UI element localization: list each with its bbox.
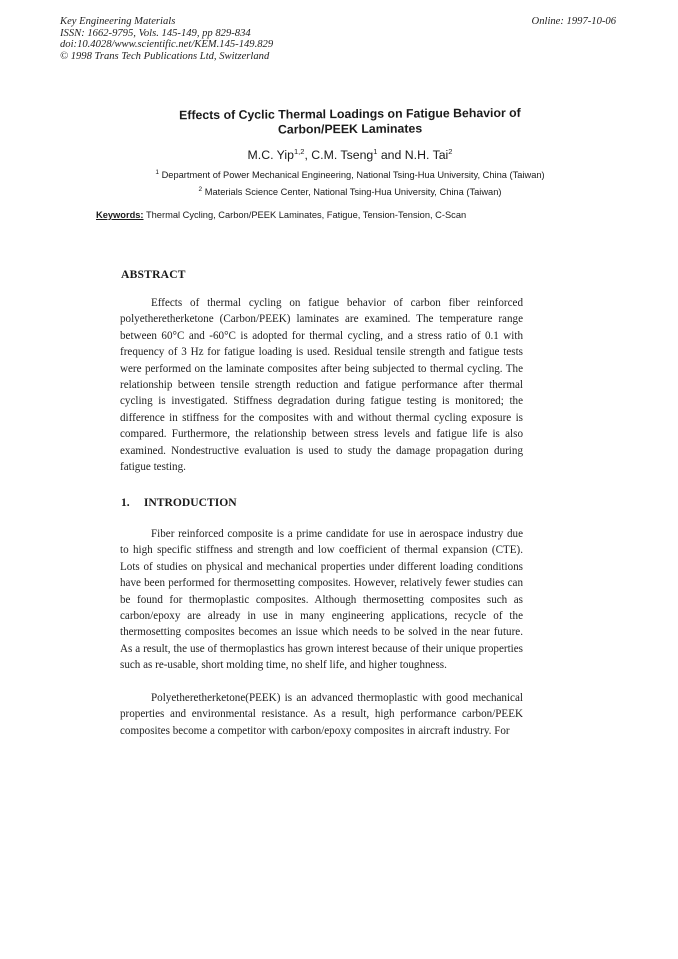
- author-separator: ,: [304, 148, 312, 163]
- abstract-heading: ABSTRACT: [121, 268, 186, 281]
- intro-paragraph-1: Fiber reinforced composite is a prime candidate for use in aerospace industry due to high specific stiffness and strength and low coefficient of thermal expansion (CTE). Lots of studies on physical and mechanical properties under different loading conditions have been performed for thermosetting composites. However, relatively fewer studies can be found for thermoplastic composites. Although thermosetting composites such as carbon/epoxy are already in use in many engineering applications, recycle of the thermosetting composites becomes an issue which needs to be solved in the near future. As a result, the use of thermoplastics has grown interest because of their unique properties such as re-usable, short molding time, no shelf life, and higher toughness.: [120, 528, 523, 672]
- doi-link[interactable]: doi:10.4028/www.scientific.net/KEM.145-149.829: [60, 39, 274, 51]
- author-list: [120, 147, 580, 162]
- issn-line: ISSN: 1662-9795, Vols. 145-149, pp 829-834: [60, 27, 251, 39]
- keywords-label: Keywords:: [96, 210, 144, 220]
- affiliation-sup: 1: [155, 169, 159, 176]
- affiliation-2: [60, 186, 640, 197]
- copyright-line: © 1998 Trans Tech Publications Ltd, Switzerland: [60, 50, 270, 62]
- keywords: [96, 210, 466, 220]
- affiliation-1: [60, 169, 640, 180]
- author-separator: and: [377, 148, 405, 163]
- title-line-1: Effects of Cyclic Thermal Loadings on Fatigue Behavior of: [179, 105, 521, 123]
- intro-paragraph-2: Polyetheretherketone(PEEK) is an advanced thermoplastic with good mechanical properties and environmental resistance. As a result, high performance carbon/PEEK composites become a competitor with carbon/epoxy composites in aircraft industry. For: [120, 692, 523, 737]
- author-affil-sup: 1: [373, 147, 378, 156]
- online-date: Online: 1997-10-06: [531, 16, 616, 27]
- keywords-text: Thermal Cycling, Carbon/PEEK Laminates, Fatigue, Tension-Tension, C-Scan: [145, 210, 467, 220]
- affiliation-sup: 2: [198, 186, 203, 193]
- affiliation-text: Department of Power Mechanical Engineering, National Tsing-Hua University, China (Taiwan): [161, 170, 545, 181]
- author-affil-sup: 1,2: [294, 147, 305, 156]
- section-title: INTRODUCTION: [143, 496, 237, 509]
- author-name: C.M. Tseng: [311, 148, 374, 163]
- author-affil-sup: 2: [448, 147, 453, 156]
- abstract-paragraph: Effects of thermal cycling on fatigue behavior of carbon fiber reinforced polyetheretherketone (Carbon/PEEK) laminates are examined. The temperature range between 60°C and -60°C is adopted for thermal cycling, and a stress ratio of 0.1 with frequency of 3 Hz for fatigue loading is used. Residual tensile strength and fatigue tests were performed on the laminate composites after being subjected to thermal cycling. The relationship between tensile strength reduction and fatigue performance after thermal cycling is investigated. Stiffness degradation during fatigue testing is monitored; the difference in stiffness for the composites with and without thermal cycling exposure is compared. Furthermore, the relationship between stress levels and fatigue life is also examined. Nondestructive evaluation is used to study the damage propagation during fatigue testing.: [120, 297, 523, 474]
- journal-header: [60, 16, 273, 62]
- introduction-heading: [121, 496, 237, 509]
- section-number: 1.: [121, 496, 130, 509]
- title-line-2: Carbon/PEEK Laminates: [277, 121, 423, 137]
- author-name: M.C. Yip: [247, 148, 294, 163]
- author-name: N.H. Tai: [404, 148, 449, 163]
- affiliation-text: Materials Science Center, National Tsing-Hua University, China (Taiwan): [204, 187, 502, 198]
- journal-name: Key Engineering Materials: [60, 16, 176, 27]
- paper-title: [110, 105, 590, 138]
